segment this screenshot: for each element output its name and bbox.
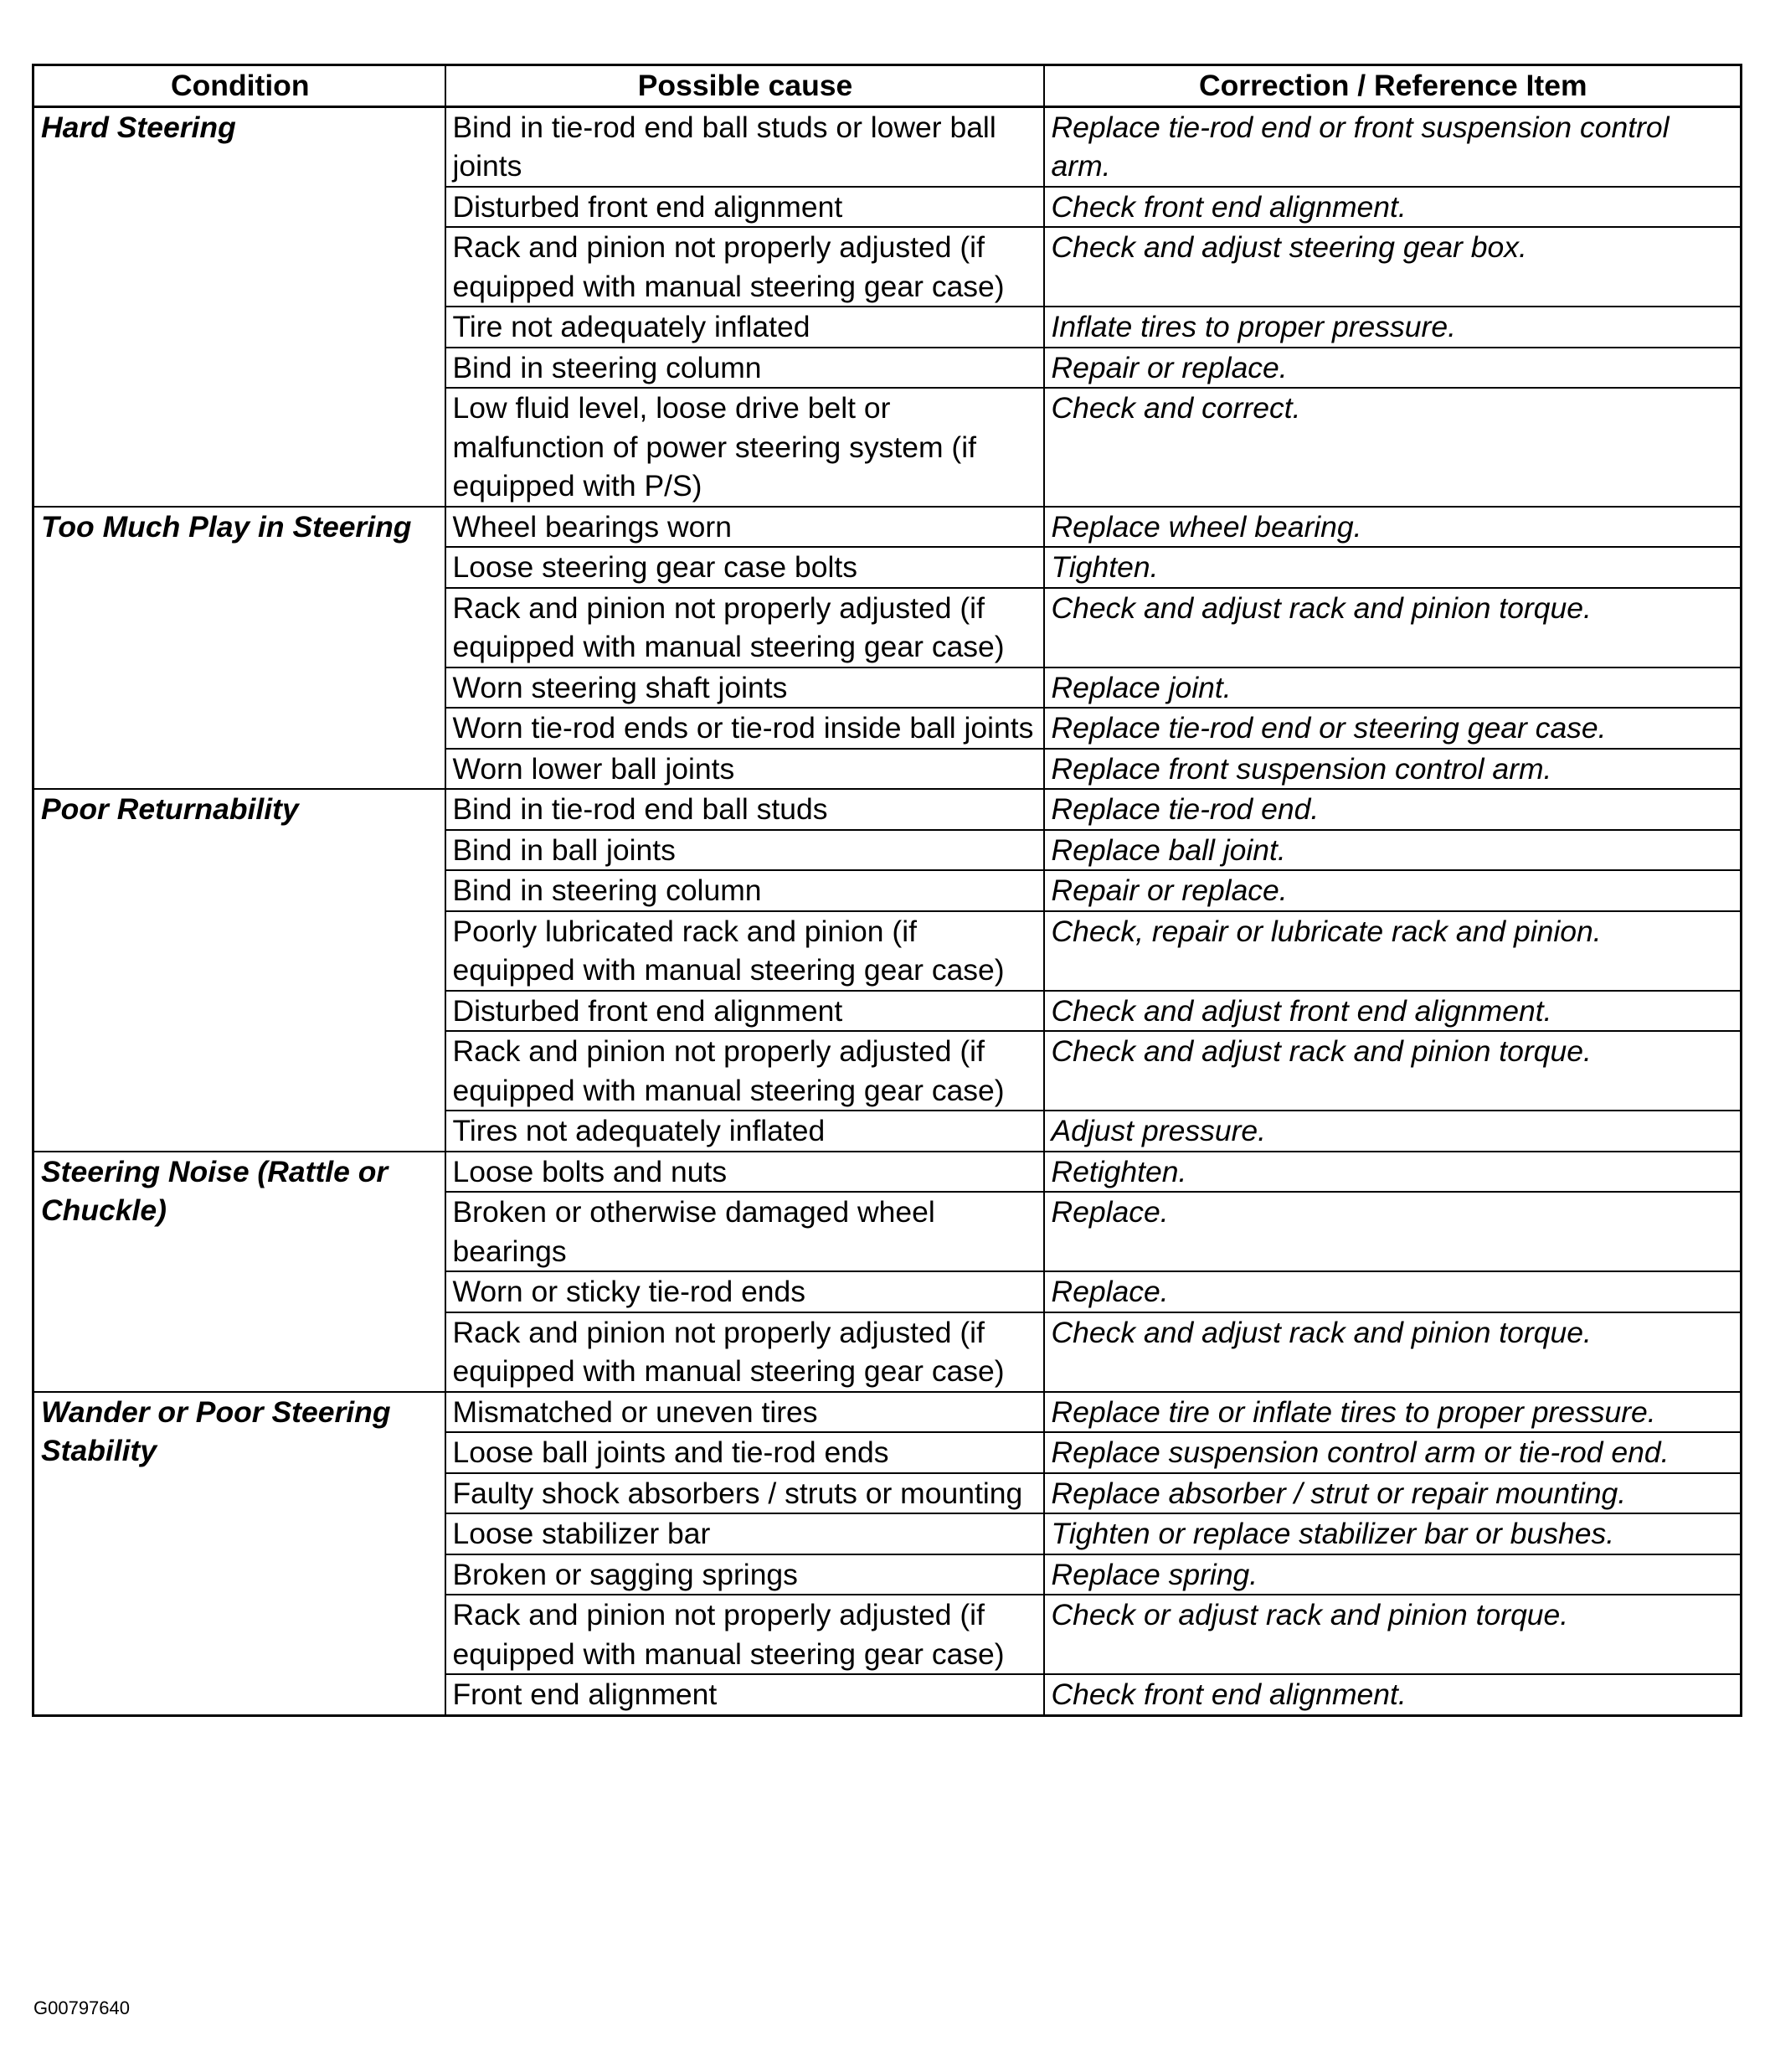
table-row [33,1152,1742,1193]
cause-cell: Wheel bearings worn [445,507,1044,548]
condition-cell: Wander or Poor Steering Stability [33,1392,445,1716]
correction-cell: Check, repair or lubricate rack and pinion. [1044,911,1742,991]
correction-cell: Replace suspension control arm or tie-rod end. [1044,1432,1742,1473]
cause-cell: Worn or sticky tie-rod ends [445,1271,1044,1312]
cause-cell: Worn tie-rod ends or tie-rod inside ball joints [445,708,1044,749]
condition-cell: Hard Steering [33,106,445,507]
correction-cell: Check or adjust rack and pinion torque. [1044,1595,1742,1674]
header-correction: Correction / Reference Item [1044,65,1742,107]
cause-cell: Disturbed front end alignment [445,187,1044,228]
cause-cell: Loose bolts and nuts [445,1152,1044,1193]
correction-cell: Check and adjust rack and pinion torque. [1044,1312,1742,1392]
cause-cell: Poorly lubricated rack and pinion (if equipped with manual steering gear case) [445,911,1044,991]
correction-cell: Tighten or replace stabilizer bar or bushes. [1044,1513,1742,1554]
cause-cell: Mismatched or uneven tires [445,1392,1044,1433]
correction-cell: Check and adjust rack and pinion torque. [1044,588,1742,667]
correction-cell: Repair or replace. [1044,348,1742,389]
correction-cell: Tighten. [1044,547,1742,588]
table-row [33,789,1742,830]
table-body [33,106,1742,1715]
cause-cell: Tire not adequately inflated [445,307,1044,348]
correction-cell: Check and adjust steering gear box. [1044,227,1742,307]
cause-cell: Worn lower ball joints [445,749,1044,790]
correction-cell: Replace front suspension control arm. [1044,749,1742,790]
correction-cell: Replace. [1044,1192,1742,1271]
header-condition: Condition [33,65,445,107]
cause-cell: Bind in steering column [445,870,1044,911]
correction-cell: Replace tie-rod end or steering gear case. [1044,708,1742,749]
condition-cell: Poor Returnability [33,789,445,1152]
correction-cell: Replace. [1044,1271,1742,1312]
table-row [33,507,1742,548]
cause-cell: Front end alignment [445,1674,1044,1715]
cause-cell: Rack and pinion not properly adjusted (if equipped with manual steering gear case) [445,1595,1044,1674]
cause-cell: Broken or otherwise damaged wheel bearings [445,1192,1044,1271]
correction-cell: Replace spring. [1044,1554,1742,1595]
header-row [33,65,1742,107]
cause-cell: Loose ball joints and tie-rod ends [445,1432,1044,1473]
diagnosis-table [32,64,1742,1717]
table-row [33,1392,1742,1433]
cause-cell: Rack and pinion not properly adjusted (if equipped with manual steering gear case) [445,1031,1044,1111]
correction-cell: Check front end alignment. [1044,1674,1742,1715]
condition-cell: Steering Noise (Rattle or Chuckle) [33,1152,445,1392]
correction-cell: Replace absorber / strut or repair mounting. [1044,1473,1742,1514]
correction-cell: Replace tie-rod end. [1044,789,1742,830]
cause-cell: Rack and pinion not properly adjusted (if equipped with manual steering gear case) [445,227,1044,307]
figure-id: G00797640 [33,1997,130,2018]
correction-cell: Retighten. [1044,1152,1742,1193]
cause-cell: Rack and pinion not properly adjusted (if equipped with manual steering gear case) [445,588,1044,667]
correction-cell: Check front end alignment. [1044,187,1742,228]
correction-cell: Replace tire or inflate tires to proper pressure. [1044,1392,1742,1433]
cause-cell: Rack and pinion not properly adjusted (if equipped with manual steering gear case) [445,1312,1044,1392]
cause-cell: Low fluid level, loose drive belt or malfunction of power steering system (if equipped with P/S) [445,388,1044,507]
header-possible-cause: Possible cause [445,65,1044,107]
cause-cell: Loose steering gear case bolts [445,547,1044,588]
correction-cell: Replace tie-rod end or front suspension control arm. [1044,106,1742,187]
cause-cell: Disturbed front end alignment [445,991,1044,1032]
table-row [33,106,1742,187]
correction-cell: Repair or replace. [1044,870,1742,911]
correction-cell: Check and adjust front end alignment. [1044,991,1742,1032]
correction-cell: Check and correct. [1044,388,1742,507]
cause-cell: Faulty shock absorbers / struts or mounting [445,1473,1044,1514]
correction-cell: Replace joint. [1044,667,1742,709]
correction-cell: Inflate tires to proper pressure. [1044,307,1742,348]
correction-cell: Replace ball joint. [1044,830,1742,871]
cause-cell: Bind in tie-rod end ball studs [445,789,1044,830]
cause-cell: Bind in steering column [445,348,1044,389]
correction-cell: Check and adjust rack and pinion torque. [1044,1031,1742,1111]
cause-cell: Broken or sagging springs [445,1554,1044,1595]
condition-cell: Too Much Play in Steering [33,507,445,790]
cause-cell: Bind in tie-rod end ball studs or lower ball joints [445,106,1044,187]
cause-cell: Bind in ball joints [445,830,1044,871]
correction-cell: Adjust pressure. [1044,1111,1742,1152]
cause-cell: Worn steering shaft joints [445,667,1044,709]
cause-cell: Tires not adequately inflated [445,1111,1044,1152]
cause-cell: Loose stabilizer bar [445,1513,1044,1554]
correction-cell: Replace wheel bearing. [1044,507,1742,548]
